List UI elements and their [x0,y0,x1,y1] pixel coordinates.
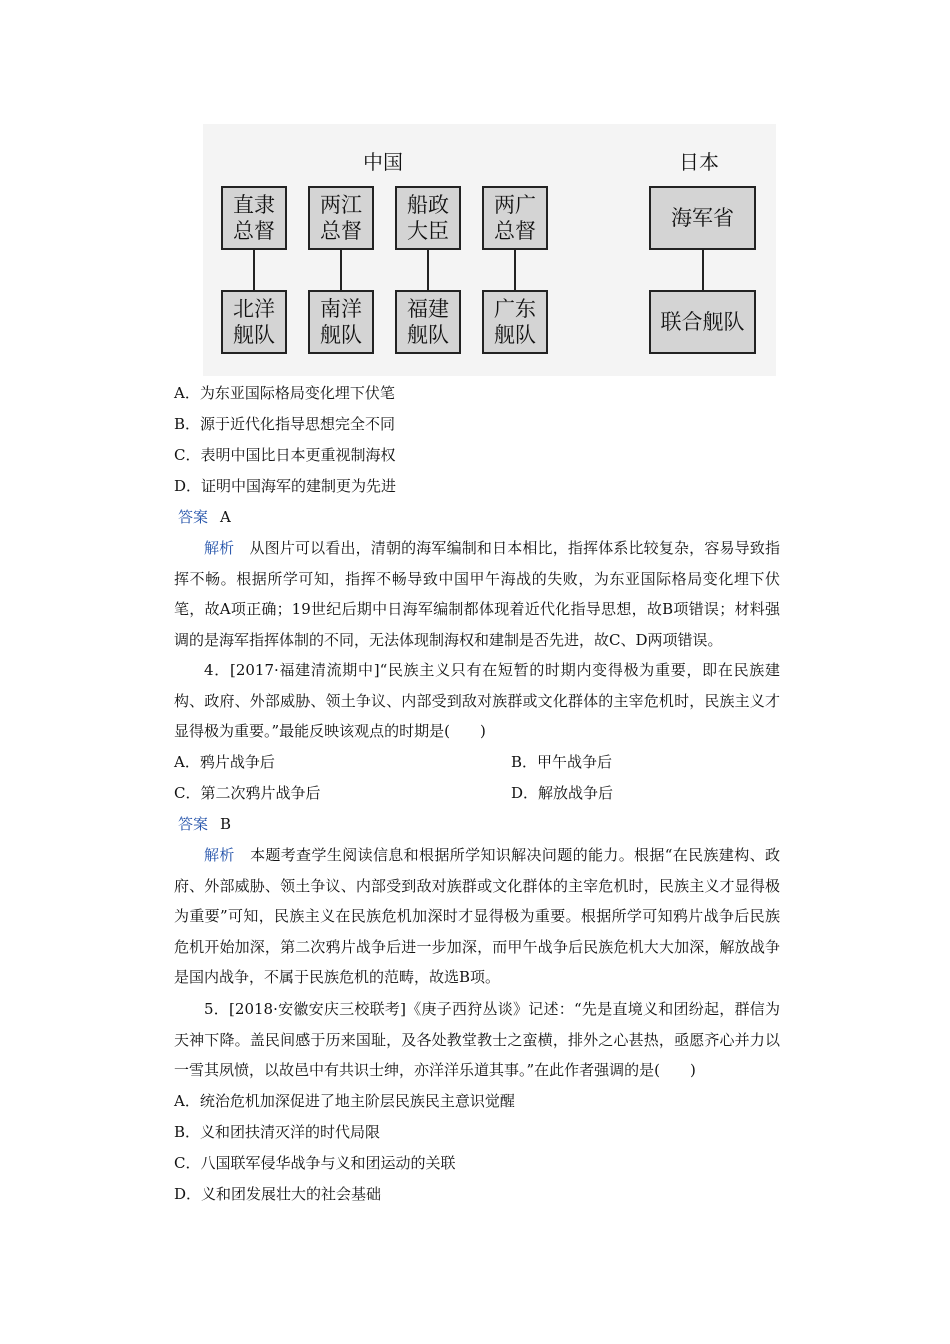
q5-option-c: C．八国联军侵华战争与义和团运动的关联 [174,1154,456,1172]
analysis-text: 从图片可以看出，清朝的海军编制和日本相比，指挥体系比较复杂，容易导致指挥不畅。根据所学可知，指挥不畅导致中国甲午海战的失败，为东亚国际格局变化埋下伏笔，故A项正确；19世纪后期中日海军编制都体现着近代化指导思想，故B项错误；材料强调的是海军指挥体制的不同，无法体现制海权和建制是否先进，故C、D两项错误。 [174,539,780,649]
q4-option-b: B．甲午战争后 [511,753,613,771]
box-label: 海军省 [671,206,734,230]
box-label: 联合舰队 [660,310,745,334]
answer-value: B [220,815,232,833]
connector-line [514,250,516,290]
q5-option-d: D．义和团发展壮大的社会基础 [174,1185,382,1203]
q3-option-d: D．证明中国海军的建制更为先进 [174,477,397,495]
q5-option-b: B．义和团扶清灭洋的时代局限 [174,1123,381,1141]
connector-line [340,250,342,290]
q4-analysis [174,840,780,993]
box-label: 南洋 舰队 [320,297,362,347]
connector-line [253,250,255,290]
box-label: 福建 舰队 [407,297,449,347]
q3-option-c: C．表明中国比日本更重视制海权 [174,446,396,464]
q3-option-a: A．为东亚国际格局变化埋下伏笔 [174,384,395,402]
china-bottom-box [308,290,374,354]
china-top-box [308,186,374,250]
org-chart-figure [203,124,776,376]
japan-bottom-box [649,290,756,354]
japan-heading: 日本 [679,150,719,174]
q3-analysis [174,533,780,655]
china-bottom-box [482,290,548,354]
answer-label: 答案 [178,815,209,833]
analysis-label: 解析 [204,539,235,557]
q3-answer [178,507,231,527]
analysis-text: 本题考查学生阅读信息和根据所学知识解决问题的能力。根据“在民族建构、政府、外部威胁、领土争议、内部受到敌对族群或文化群体的主宰危机时，民族主义才显得极为重要”可知，民族主义在民族危机加深时才显得极为重要。根据所学可知鸦片战争后民族危机开始加深，第二次鸦片战争后进一步加深，而甲午战争后民族危机大大加深，解放战争是国内战争，不属于民族危机的范畴，故选B项。 [174,846,780,986]
box-label: 船政 大臣 [407,193,449,243]
q4-answer [178,814,231,834]
box-label: 两江 总督 [320,193,362,243]
box-label: 广东 舰队 [494,297,536,347]
china-top-box [221,186,287,250]
q4-option-c: C．第二次鸦片战争后 [174,784,321,802]
q4-option-d: D．解放战争后 [511,784,614,802]
japan-top-box [649,186,756,250]
box-label: 北洋 舰队 [233,297,275,347]
connector-line [702,250,704,290]
q4-stem: 4．[2017·福建清流期中]“民族主义只有在短暂的时期内变得极为重要，即在民族建构、政府、外部威胁、领土争议、内部受到敌对族群或文化群体的主宰危机时，民族主义才显得极为重要。”最能反映该观点的时期是( ) [174,661,780,740]
china-top-box [482,186,548,250]
q3-option-b: B．源于近代化指导思想完全不同 [174,415,396,433]
q4-option-a: A．鸦片战争后 [174,753,275,771]
china-bottom-box [395,290,461,354]
connector-line [427,250,429,290]
analysis-label: 解析 [204,846,235,864]
answer-value: A [220,508,231,526]
box-label: 两广 总督 [494,193,536,243]
china-bottom-box [221,290,287,354]
answer-label: 答案 [178,508,209,526]
box-label: 直隶 总督 [233,193,275,243]
china-heading: 中国 [363,150,403,174]
q5-option-a: A．统治危机加深促进了地主阶层民族民主意识觉醒 [174,1092,515,1110]
q5-stem: 5．[2018·安徽安庆三校联考]《庚子西狩丛谈》记述：“先是直境义和团纷起，群信为天神下降。盖民间感于历来国耻，及各处教堂教士之蛮横，排外之心甚热，亟愿齐心并力以一雪其夙愤，以故邑中有共识士绅，亦洋洋乐道其事。”在此作者强调的是( ) [174,1000,780,1079]
china-top-box [395,186,461,250]
